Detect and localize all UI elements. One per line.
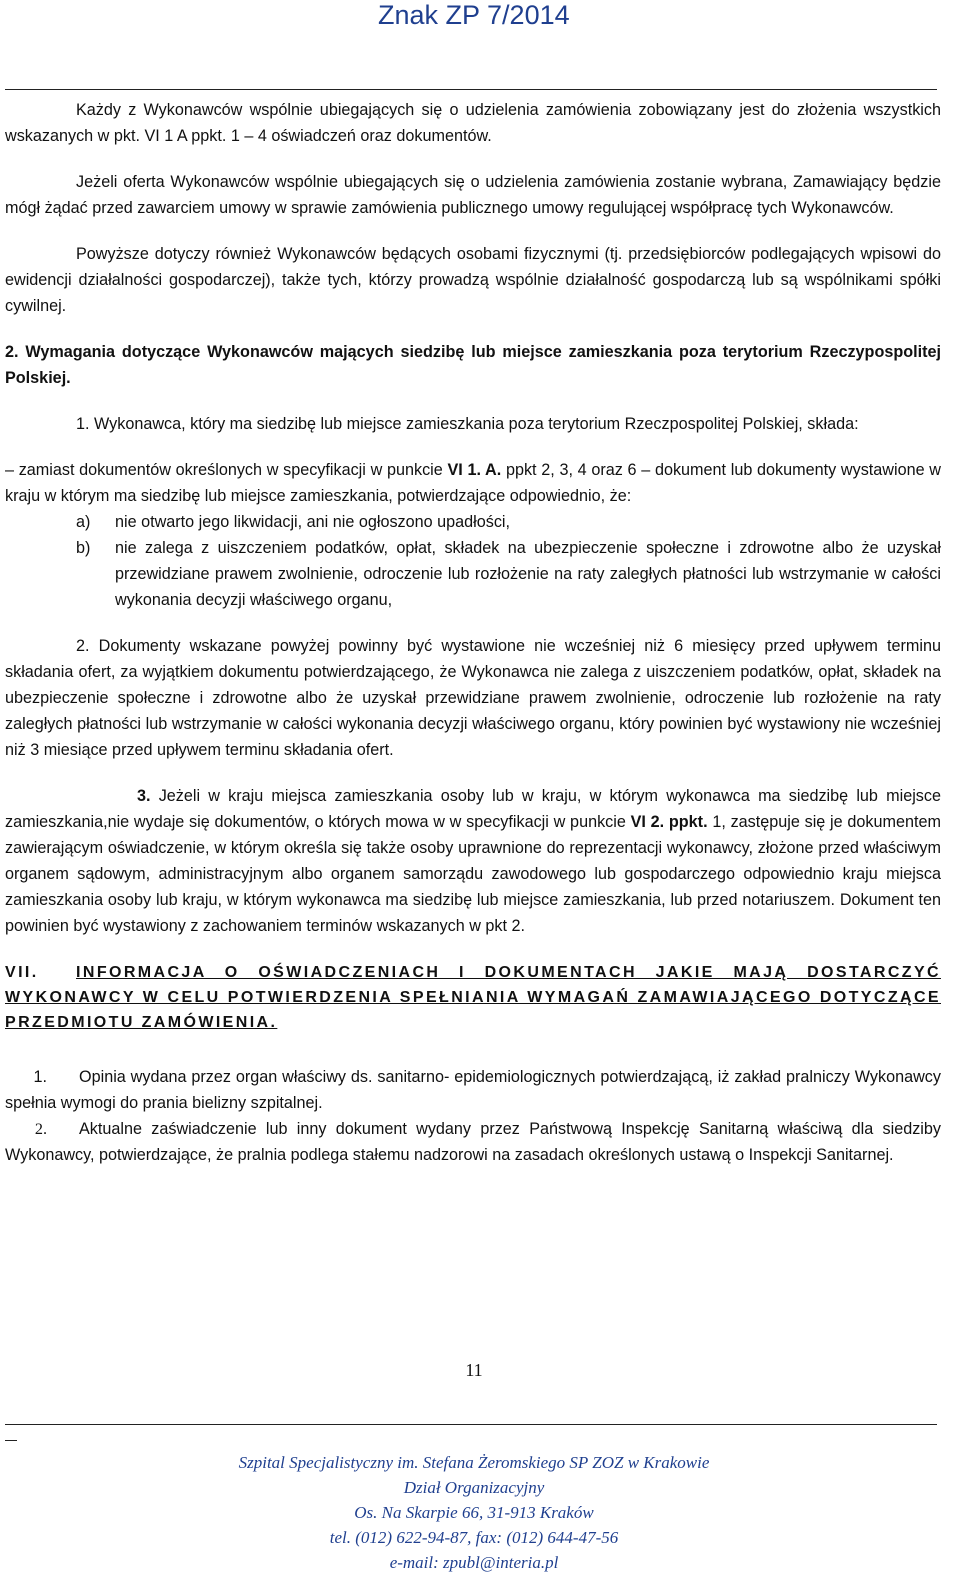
item-text: Aktualne zaświadczenie lub inny dokument wydany przez Państwową Inspekcję Sanitarną właściwą dla siedziby Wykonawcy, potwierdzające, że pralnia podlega stałemu nadzorowi na zasadach określonych ustawą o Inspekcji Sanitarnej.	[5, 1120, 941, 1164]
paragraph-instead-of-documents	[5, 457, 941, 509]
footer-email: e-mail: zpubl@interia.pl	[389, 1553, 559, 1572]
list-marker: a)	[76, 513, 91, 531]
list-item-text: nie zalega z uiszczeniem podatków, opłat, składek na ubezpieczenie społeczne i zdrowotne albo że uzyskał przewidziane prawem zwolnienie, odroczenie lub rozłożenie na raty zaległych płatności lub wstrzymanie w całości wykonania decyzji właściwego organu,	[115, 539, 941, 609]
section-7-number: VII.	[5, 964, 39, 981]
footer-street-address: Os. Na Skarpie 66, 31-913 Kraków	[354, 1503, 594, 1522]
section-7-heading	[5, 960, 941, 1035]
paragraph-foreign-contractor: 1. Wykonawca, który ma siedzibę lub miejsce zamieszkania poza terytorium Rzeczpospolitej Polskiej, składa:	[76, 415, 859, 433]
section-7-title: INFORMACJA O OŚWIADCZENIACH I DOKUMENTACH JAKIE MAJĄ DOSTARCZYĆ WYKONAWCY W CELU POTWIERDZENIA SPEŁNIANIA WYMAGAŃ ZAMAWIAJĄCEGO DOTYCZĄCE PRZEDMIOTU ZAMÓWIENIA.	[5, 964, 941, 1031]
header-divider	[5, 89, 937, 90]
substitute-text-end: 1, zastępuje się je dokumentem zawierającym oświadczenie, w którym określa się także osoby uprawnione do reprezentacji wykonawcy, złożone przed właściwym organem sądowym, administracyjnym albo organem samorządu zawodowego lub gospodarczego odpowiednio kraju miejsca zamieszkania osoby lub kraju, w którym wykonawca ma siedzibę lub miejsce zamieszkania, lub przed notariuszem. Dokument ten powinien być wystawiony z zachowaniem terminów wskazanych w pkt 2.	[5, 813, 941, 935]
paragraph-joint-offer: Jeżeli oferta Wykonawców wspólnie ubiegających się o udzielenia zamówienia zostanie wybrana, Zamawiający będzie mógł żądać przed zawarciem umowy w sprawie zamówienia publicznego umowy regulującej współpracę tych Wykonawców.	[5, 173, 941, 217]
paragraph-joint-obligation: Każdy z Wykonawców wspólnie ubiegających się o udzielenia zamówienia zobowiązany jest do złożenia wszystkich wskazanych w pkt. VI 1 A ppkt. 1 – 4 oświadczeń oraz dokumentów.	[5, 101, 941, 145]
paragraph-3-number: 3.	[137, 787, 151, 805]
item-text: Opinia wydana przez organ właściwy ds. sanitarno- epidemiologicznych potwierdzającą, iż zakład pralniczy Wykonawcy spełnia wymogi do prania bielizny szpitalnej.	[5, 1068, 941, 1112]
paragraph-natural-persons: Powyższe dotyczy również Wykonawców będących osobami fizycznymi (tj. przedsiębiorców podlegających wpisowi do ewidencji działalności gospodarczej), także tych, którzy prowadzą wspólnie działalność gospodarczą lub są wspólnikami spółki cywilnej.	[5, 245, 941, 315]
substitute-text-ref: VI 2. ppkt.	[630, 813, 708, 831]
conditions-list	[5, 509, 941, 613]
footer-address	[0, 1450, 948, 1575]
substitute-text-start: Jeżeli w kraju miejsca zamieszkania osoby lub w kraju, w którym wykonawca ma siedzibę lub miejsce zamieszkania,nie wydaje się dokumentów, o których mowa w w specyfikacji w punkcie	[5, 787, 941, 831]
requirement-item	[5, 1064, 941, 1116]
instead-text-start: – zamiast dokumentów określonych w specyfikacji w punkcie	[5, 461, 448, 479]
item-number: 1.	[33, 1068, 47, 1086]
list-marker: b)	[76, 539, 91, 557]
list-item	[5, 509, 941, 535]
list-item-text: nie otwarto jego likwidacji, ani nie ogłoszono upadłości,	[115, 513, 511, 531]
page-number: 11	[465, 1360, 483, 1380]
document-reference: Znak ZP 7/2014	[378, 0, 570, 30]
footer-hospital-name: Szpital Specjalistyczny im. Stefana Żeromskiego SP ZOZ w Krakowie	[238, 1453, 710, 1472]
footer-department: Dział Organizacyjny	[403, 1478, 545, 1497]
paragraph-substitute-document	[5, 783, 941, 939]
document-body	[5, 97, 941, 1168]
footer-phone-fax: tel. (012) 622-94-87, fax: (012) 644-47-56	[329, 1528, 619, 1547]
item-number: 2.	[34, 1120, 47, 1138]
section-2-heading: 2. Wymagania dotyczące Wykonawców mających siedzibę lub miejsce zamieszkania poza terytorium Rzeczypospolitej Polskiej.	[5, 343, 941, 387]
instead-text-end: ppkt 2, 3, 4 oraz 6 – dokument lub dokumenty wystawione w kraju w którym ma siedzibę lub miejsce zamieszkania, potwierdzające odpowiednio, że:	[5, 461, 941, 505]
instead-text-ref: VI 1. A.	[447, 461, 502, 479]
list-item	[5, 535, 941, 613]
footer-dash	[5, 1440, 17, 1441]
paragraph-document-dates: 2. Dokumenty wskazane powyżej powinny być wystawione nie wcześniej niż 6 miesięcy przed upływem terminu składania ofert, za wyjątkiem dokumentu potwierdzającego, że Wykonawca nie zalega z uiszczeniem podatków, opłat, składek na ubezpieczenie społeczne i zdrowotne albo że uzyskał przewidziane prawem zwolnienie, odroczenie lub rozłożenie na raty zaległych płatności lub wstrzymanie w całości wykonania decyzji właściwego organu, który powinien być wystawiony nie wcześniej niż 3 miesiące przed upływem terminu składania ofert.	[5, 637, 941, 759]
footer-divider	[5, 1424, 937, 1425]
requirement-item	[5, 1116, 941, 1168]
